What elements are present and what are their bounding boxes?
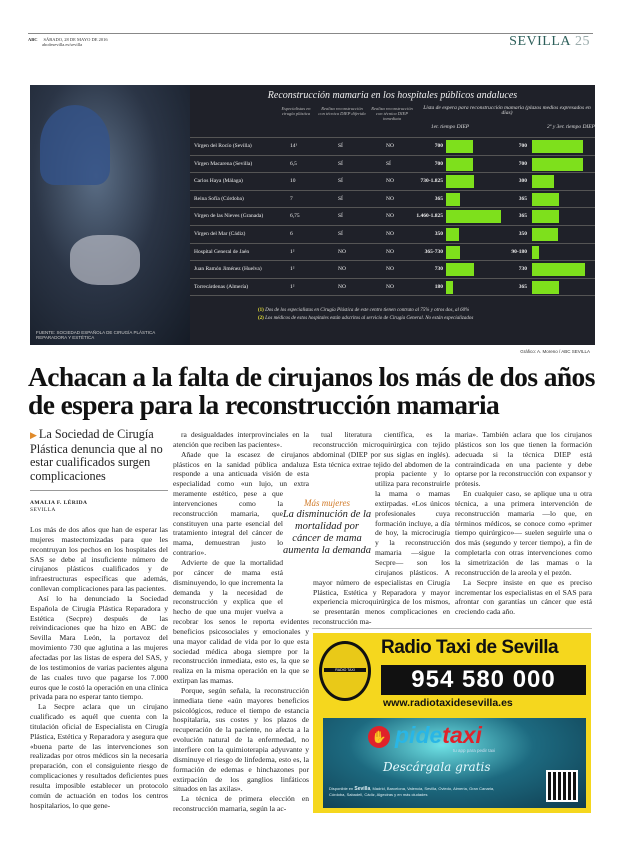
second-time-days: 300 — [518, 178, 527, 185]
second-time-bar — [532, 175, 554, 188]
hospital-name: Hospital General de Jaén — [194, 248, 250, 255]
table-row — [190, 172, 595, 189]
pull-quote — [282, 497, 372, 557]
first-time-days: 730 — [434, 266, 443, 273]
specialists-count: 10 — [290, 178, 296, 185]
paragraph: maria». También aclara que los cirujanos plásticos son los que tienen la formación adecuada si la técnica DIEP está contraindicada en una paciente y debe optarse por la reconstrucción con expansor y prótesis. — [455, 430, 592, 489]
pull-quote-kicker: Más mujeres — [304, 498, 350, 508]
paragraph: En cualquier caso, se aplique una u otra técnica, a una primera intervención de reconstrucción mamaria —lo que, en términos médicos, se conoce como «primer tiempo quirúrgico»— suelen seguirle una o dos más (segundo y tercer tiempo), a fin de completarla con otras intervenciones como la simetrización de las mamas o la reconstrucción de la areola y el pezón. — [455, 489, 592, 577]
app-name-prefix: pide — [395, 722, 443, 748]
note1: Dos de los especialistas en Cirugía Plástica de este centro tienen contrato al 75% y otros dos, al 60% — [265, 308, 470, 313]
note2-mark: (2) — [258, 316, 264, 321]
first-time-bar — [446, 246, 460, 259]
section-name: SEVILLA — [509, 34, 571, 49]
diep-immediate: NO — [386, 266, 394, 273]
radio-taxi-logo-icon — [319, 641, 371, 701]
availability — [329, 786, 509, 797]
available-cities: , Madrid, Barcelona, Valencia, Sevilla, Oviedo, Almería, Gran Canaria, Córdoba, Sabadell, Cádiz, Algeciras y en más ciudades — [329, 786, 495, 797]
specialists-count: 1² — [290, 283, 295, 290]
triangle-bullet-icon: ▶ — [30, 430, 37, 440]
second-time-days: 350 — [518, 231, 527, 237]
first-time-bar — [446, 263, 474, 276]
table-row — [190, 225, 595, 242]
page-number: 25 — [575, 34, 590, 49]
diep-immediate: NO — [386, 283, 394, 290]
specialists-count: 14¹ — [290, 143, 298, 149]
first-time-days: 365-730 — [424, 248, 443, 255]
table-row — [190, 190, 595, 207]
hospital-name: Juan Ramón Jiménez (Huelva) — [194, 266, 262, 273]
first-time-days: 365 — [434, 195, 443, 202]
paragraph: La Secpre insiste en que es preciso incrementar los especialistas en el SAS para afrontar con garantías un cáncer que está creciendo cada año. — [455, 577, 592, 617]
diep-immediate: NO — [386, 178, 394, 185]
hospital-name: Virgen Macarena (Sevilla) — [194, 160, 253, 167]
col-header-waitlist: Lista de espera para reconstrucción mamaria (plazos medios expresados en días) — [423, 105, 591, 116]
table-row — [190, 278, 595, 295]
second-time-bar — [532, 140, 583, 153]
table-row — [190, 243, 595, 260]
paragraph: Añade que la escasez de cirujanos plásticos en la sanidad pública andaluza responde a una anticuada visión de esta especialidad como «un lujo, un extra meramente estético, pese a que intervenciones como la reconstrucción mamaria, que constituyen una parte esencial del tratamiento integral del cáncer de mama, demuestran justo lo contrario». — [173, 449, 309, 558]
app-name-suffix: taxi — [442, 722, 482, 748]
diep-deferred: NO — [338, 248, 346, 255]
app-name — [395, 722, 482, 749]
table-notes — [258, 307, 588, 323]
paragraph: tual literatura científica, es la reconstrucción microquirúrgica con tejido abdominal (DIEP por sus siglas en inglés). Esta técnica extrae tejido del abdomen de la propia paciente y lo utiliza para reconstruirle la mama o mamas extirpadas. «Los únicos profesionales cuya formación incluye, a día de hoy, la microcirugía y la reconstrucción mamaria —sigue la Secpre— son los cirujanos plásticos. A mayor número de especialistas en Cirugía Plástica, Estética y Reparadora y mayor experiencia microquirúrgica de los mismos, se presentarán menos complicaciones en reconstrucción ma- — [313, 430, 450, 627]
logo-text: RADIO TAXI — [324, 668, 366, 672]
section-title — [509, 34, 590, 50]
first-time-days: 1.460-1.825 — [416, 213, 443, 220]
first-time-bar — [446, 175, 474, 188]
second-time-days: 700 — [518, 160, 527, 167]
second-time-days: 365 — [518, 283, 527, 290]
hospital-name: Virgen del Mar (Cádiz) — [194, 231, 246, 237]
diep-immediate: NO — [386, 143, 394, 149]
headline: Achacan a la falta de cirujanos los más de dos años de espera para la reconstrucción mamaria — [28, 361, 595, 420]
diep-immediate: SÍ — [386, 160, 391, 167]
paragraph: Advierte de que la mortalidad por cáncer de mama está disminuyendo, lo que incrementa la demanda y la necesidad de reconstrucción y explica que el hecho de que una mujer vuelva a recobrar los senos le reporta evidentes beneficios psicosociales y emocionales y una mayor calidad de vida por lo que esta sociedad médica aboga siempre por la reconstrucción inmediata, esto es, la que se realiza en la misma operación en la que se extirpan las mamas. — [173, 557, 309, 686]
author: AMALIA F. LÉRIDA — [30, 500, 88, 506]
second-time-days: 730 — [518, 266, 527, 273]
qr-code-icon[interactable] — [546, 770, 578, 802]
graphic-credit: Gráfico: A. Moreno / ABC SEVILLA — [520, 349, 590, 354]
ad-company-name: Radio Taxi de Sevilla — [381, 637, 559, 658]
second-time-days: 365 — [518, 195, 527, 202]
table-row — [190, 137, 595, 154]
diep-deferred: SÍ — [338, 143, 343, 149]
available-city: Sevilla — [354, 786, 371, 792]
specialists-count: 6 — [290, 231, 293, 237]
web-url[interactable]: abcdesevilla.es/sevilla — [42, 42, 83, 47]
hospital-name: Reina Sofía (Córdoba) — [194, 195, 244, 202]
second-time-days: 700 — [518, 143, 527, 149]
table-row — [190, 155, 595, 172]
hospital-name: Virgen de las Nieves (Granada) — [194, 213, 264, 220]
col-header-diep-immediate: Realiza reconstrucción con técnica DIEP inmediata — [371, 106, 413, 121]
first-time-bar — [446, 210, 501, 223]
first-time-days: 700 — [434, 160, 443, 167]
paragraph: ra desigualdades interprovinciales en la atención que reciben las pacientes». — [173, 430, 309, 449]
diep-deferred: SÍ — [338, 231, 343, 237]
first-time-bar — [446, 158, 473, 171]
table-bottom-rule — [190, 295, 595, 296]
first-time-days: 180 — [434, 283, 443, 290]
radio-taxi-ad[interactable] — [313, 633, 591, 813]
gloved-hands — [70, 235, 140, 285]
ad-phone: 954 580 000 — [381, 665, 586, 695]
ad-url[interactable]: www.radiotaxidesevilla.es — [383, 697, 513, 709]
byline — [30, 500, 87, 514]
app-tagline: tu app para pedir taxi — [453, 748, 496, 753]
diep-immediate: NO — [386, 195, 394, 202]
second-time-days: 365 — [518, 213, 527, 220]
download-text: Descárgala gratis — [383, 760, 491, 774]
first-time-bar — [446, 193, 460, 206]
surgeon-figure — [40, 105, 110, 185]
hand-icon: ✋ — [368, 726, 390, 748]
specialists-count: 7 — [290, 195, 293, 202]
date: SÁBADO, 28 DE MAYO DE 2016 — [43, 37, 108, 42]
paragraph: La Secpre aclara que un cirujano cualificado es aquél que cuenta con la titulación oficial de Especialista en Cirugía Plástica, Estética y Reparadora y asegura que «buena parte de las intervenciones son realizadas por otros médicos sin la necesaria preparación, con el consiguiente riesgo de complicaciones y resultados deficientes pues resulta imposible establecer un protocolo común de actuación en todos los centros hospitalarios, lo que gene- — [30, 702, 168, 810]
first-time-bar — [446, 228, 459, 241]
photo-credit: FUENTE: SOCIEDAD ESPAÑOLA DE CIRUGÍA PLÁSTICA REPARADORA Y ESTÉTICA — [36, 330, 155, 340]
paragraph: La técnica de primera elección en reconstrucción mamaria, según la ac- — [173, 794, 309, 814]
divider — [30, 490, 168, 491]
table-row — [190, 207, 595, 224]
col-header-specialists: Especialistas en cirugía plástica — [281, 106, 311, 116]
note2: Los médicos de estos hospitales están adscritos al servicio de Cirugía General. No están especializados — [265, 316, 474, 321]
specialists-count: 6,5 — [290, 160, 297, 167]
second-time-bar — [532, 246, 539, 259]
diep-deferred: SÍ — [338, 213, 343, 220]
first-time-bar — [446, 140, 473, 153]
hospital-name: Carlos Haya (Málaga) — [194, 178, 243, 185]
available-prefix: Disponible en — [329, 786, 354, 791]
diep-deferred: SÍ — [338, 160, 343, 167]
first-time-bar — [446, 281, 453, 294]
specialists-count: 6,75 — [290, 213, 300, 220]
waitlist-table — [190, 85, 595, 345]
diep-deferred: SÍ — [338, 195, 343, 202]
col-header-second: 2º y 3er. tiempo DIEP — [547, 124, 595, 130]
paragraph: Los más de dos años que han de esperar las mujeres mastectomizadas para que les recontruyan los pechos en los hospitales del SAS se debe al insuficiente número de cirujanos plásticos cualificados y de infraestructuras específicas que además, conllevan complicaciones para las pacientes. — [30, 525, 168, 594]
second-time-bar — [532, 158, 583, 171]
diep-immediate: NO — [386, 231, 394, 237]
article-column-2 — [173, 430, 309, 843]
subheadline — [30, 428, 170, 483]
note1-mark: (1) — [258, 308, 264, 313]
header-meta — [28, 37, 108, 47]
diep-deferred: SÍ — [338, 178, 343, 185]
second-time-bar — [532, 210, 559, 223]
paragraph: Porque, según señala, la reconstrucción inmediata tiene «aún mayores beneficios psicológicos, reduce el tiempo de estancia hospitalaria, sus costes y los plazos de recuperación de la paciente, no afecta a la evolución natural de la enfermedad, no interfiere con la quimioterapia adyuvante y disminuye el riesgo de linfedema, esto es, la formación de edemas e hinchazones por extirpación de los ganglios linfáticos situados en las axilas». — [173, 685, 309, 794]
pull-quote-text: La disminución de la mortalidad por cáncer de mama aumenta la demanda — [282, 509, 372, 556]
diep-deferred: NO — [338, 266, 346, 273]
surgery-photo — [30, 85, 195, 345]
article-column-4 — [455, 430, 592, 620]
second-time-bar — [532, 263, 585, 276]
second-time-bar — [532, 228, 558, 241]
hospital-name: Virgen del Rocío (Sevilla) — [194, 143, 252, 149]
diep-immediate: NO — [386, 213, 394, 220]
col-header-first: 1er. tiempo DIEP — [430, 124, 470, 130]
second-time-days: 90-180 — [511, 248, 527, 255]
article-column-1 — [30, 525, 168, 843]
hospital-name: Torrecárdenas (Almería) — [194, 283, 249, 290]
ad-divider — [312, 628, 592, 629]
diep-deferred: NO — [338, 283, 346, 290]
table-row — [190, 260, 595, 277]
paragraph: Así lo ha denunciado la Sociedad Española de Cirugía Plástica Reparadora y Estética (Secpre) después de las reivindicaciones que ha hizo en ABC de Sevilla Mara León, la portavoz del movimiento 730 que aglutina a las mujeres afectadas por las listas de espera del SAS, y de los testimonios de varias pacientes alguna de las cuales tuvo que pagarse los 7.000 euros que le costó la operación en una clínica privada para no esperar tanto tiempo. — [30, 593, 168, 702]
diep-immediate: NO — [386, 248, 394, 255]
specialists-count: 1² — [290, 248, 295, 255]
first-time-days: 730-1.825 — [420, 178, 443, 185]
second-time-bar — [532, 193, 559, 206]
first-time-days: 350 — [434, 231, 443, 237]
second-time-bar — [532, 281, 559, 294]
brand: ABC — [28, 37, 38, 42]
location: SEVILLA — [30, 507, 56, 513]
subheadline-text: La Sociedad de Cirugía Plástica denuncia que al no estar cualificados surgen complicaciones — [30, 427, 163, 483]
first-time-days: 700 — [434, 143, 443, 149]
table-title: Reconstrucción mamaria en los hospitales públicos andaluces — [267, 90, 518, 101]
col-header-diep-deferred: Realiza reconstrucción con técnica DIEP diferida — [318, 106, 366, 116]
specialists-count: 1² — [290, 266, 295, 273]
pidetaxi-banner — [323, 718, 586, 808]
